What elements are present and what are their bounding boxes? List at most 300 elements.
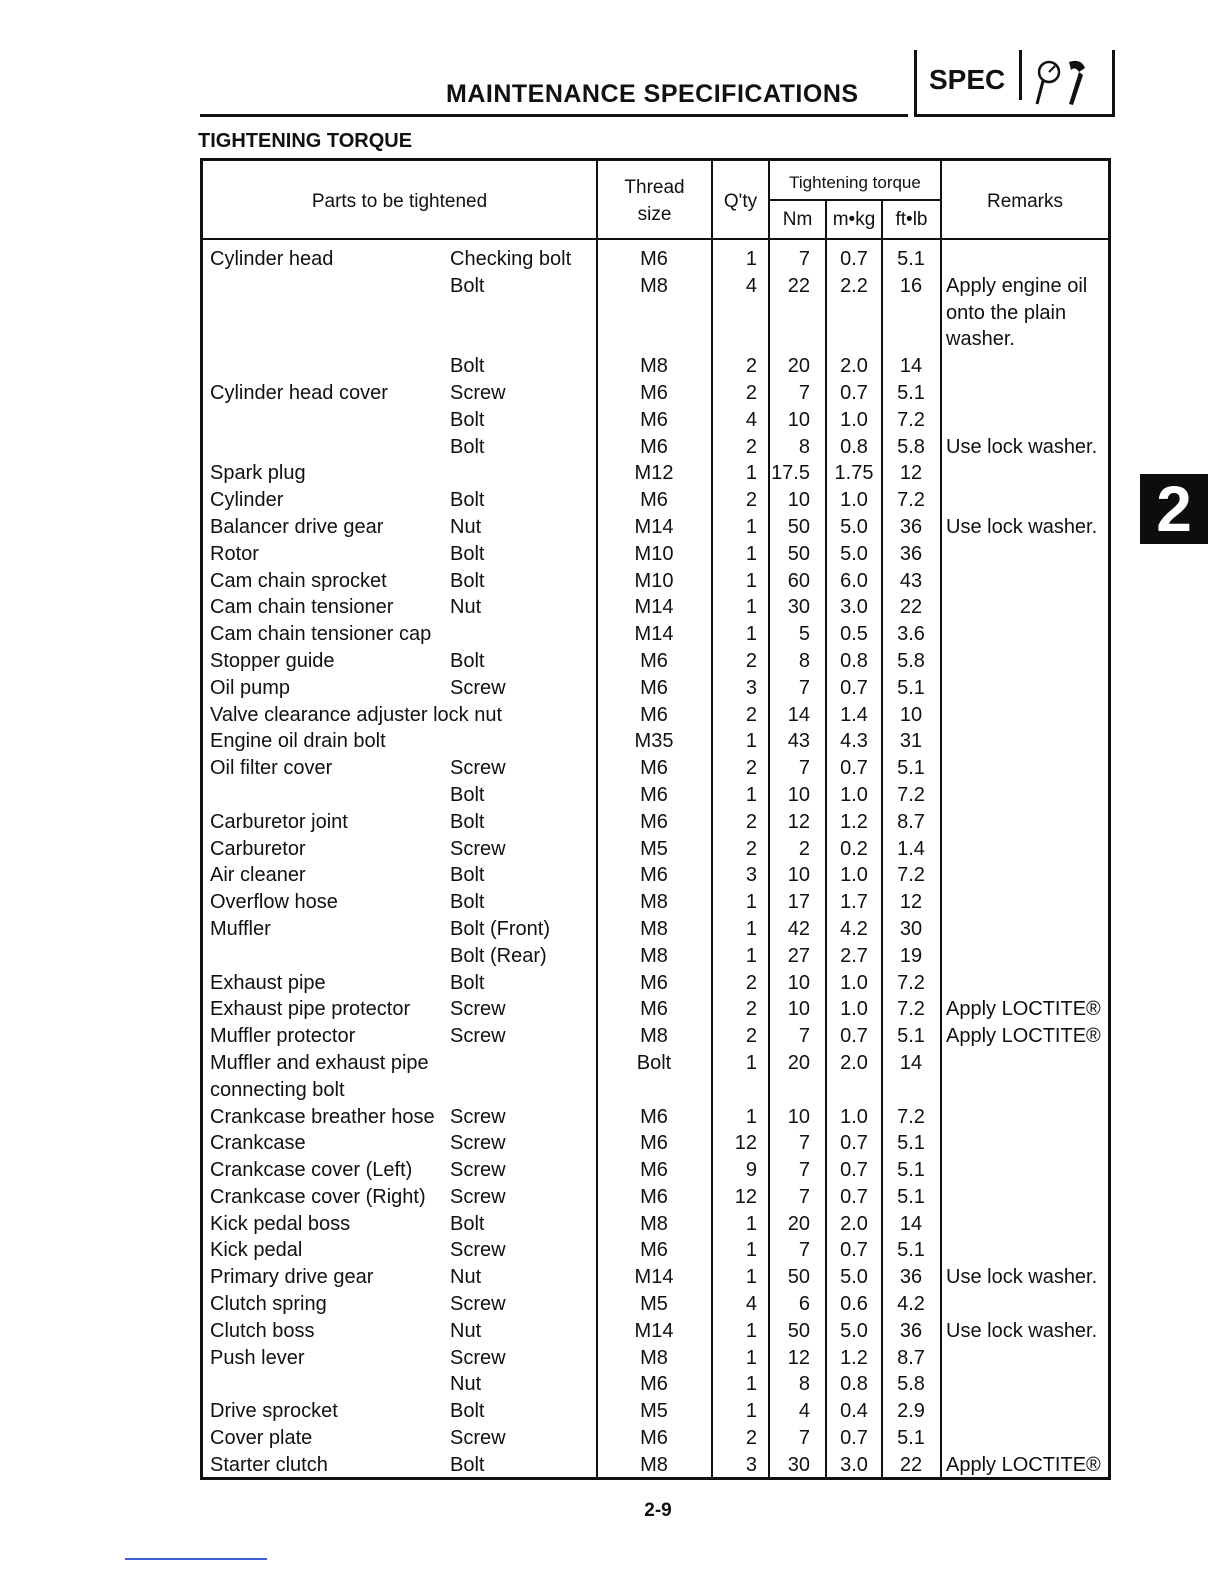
thread-size: M6 <box>640 408 668 431</box>
torque-nm: 22 <box>787 274 810 297</box>
quantity: 1 <box>745 248 757 270</box>
torque-nm: 50 <box>787 515 810 538</box>
torque-subheader-rule <box>770 199 940 201</box>
table-row <box>200 621 1111 648</box>
part-name: Cam chain sprocket <box>210 569 387 592</box>
torque-ftlb: 43 <box>899 569 923 592</box>
torque-nm: 42 <box>787 917 810 940</box>
part-name: Carburetor joint <box>210 810 348 833</box>
chapter-tab: 2 <box>1140 474 1208 544</box>
torque-mkg: 2.2 <box>840 274 868 297</box>
fastener-type: Screw <box>450 998 506 1021</box>
quantity: 1 <box>745 783 757 806</box>
thread-size: M6 <box>640 757 668 780</box>
fastener-type: Bolt (Rear) <box>450 944 547 967</box>
table-row <box>200 380 1111 407</box>
torque-ftlb: 22 <box>899 596 923 619</box>
table-row <box>200 1371 1111 1398</box>
fastener-type: Screw <box>450 1132 506 1155</box>
table-row <box>200 1452 1111 1479</box>
quantity: 1 <box>745 1400 757 1423</box>
quantity: 12 <box>734 1185 757 1208</box>
table-row <box>200 943 1111 970</box>
thread-size: M6 <box>640 248 668 270</box>
fastener-type: Bolt <box>450 408 485 431</box>
table-row <box>200 273 1111 353</box>
torque-mkg: 5.0 <box>840 1319 868 1342</box>
torque-ftlb: 7.2 <box>897 998 925 1021</box>
table-row <box>200 809 1111 836</box>
table-row <box>200 1104 1111 1131</box>
table-row <box>200 836 1111 863</box>
quantity: 4 <box>745 274 757 297</box>
torque-mkg: 0.8 <box>840 435 868 458</box>
quantity: 2 <box>745 1427 757 1450</box>
torque-mkg: 1.0 <box>840 489 868 512</box>
torque-mkg: 1.0 <box>840 408 868 431</box>
table-row <box>200 1023 1111 1050</box>
torque-ftlb: 8.7 <box>897 1346 925 1369</box>
torque-nm: 10 <box>787 998 810 1021</box>
part-name: Oil filter cover <box>210 757 333 780</box>
torque-ftlb: 5.1 <box>897 757 925 780</box>
fastener-type: Bolt <box>450 649 485 672</box>
torque-ftlb: 5.1 <box>897 1427 925 1450</box>
spec-badge <box>914 50 1115 117</box>
torque-mkg: 6.0 <box>840 569 868 592</box>
fastener-type: Screw <box>450 1293 506 1316</box>
torque-ftlb: 1.4 <box>897 837 925 860</box>
torque-nm: 7 <box>798 381 810 404</box>
fastener-type: Checking bolt <box>450 248 572 270</box>
torque-nm: 7 <box>798 757 810 780</box>
table-row <box>200 702 1111 729</box>
table-row <box>200 487 1111 514</box>
quantity: 3 <box>745 1453 757 1476</box>
header-bottom-rule <box>200 238 1111 240</box>
fastener-type: Bolt <box>450 542 485 565</box>
part-name: Cylinder <box>210 489 284 512</box>
quantity: 2 <box>745 971 757 994</box>
torque-nm: 4 <box>798 1400 810 1423</box>
torque-mkg: 1.2 <box>840 810 868 833</box>
table-row <box>200 996 1111 1023</box>
torque-mkg: 0.5 <box>840 623 868 646</box>
table-row <box>200 862 1111 889</box>
thread-size: M8 <box>640 917 668 940</box>
torque-nm: 7 <box>798 1159 810 1182</box>
torque-nm: 5 <box>798 623 810 646</box>
thread-size: M35 <box>634 730 674 753</box>
torque-nm: 7 <box>798 676 810 699</box>
torque-ftlb: 7.2 <box>897 971 925 994</box>
torque-mkg: 5.0 <box>840 542 868 565</box>
gauge-wrench-icon <box>1033 56 1097 108</box>
fastener-type: Screw <box>450 1185 506 1208</box>
thread-size: M6 <box>640 783 668 806</box>
torque-ftlb: 5.1 <box>897 1239 925 1262</box>
torque-nm: 10 <box>787 971 810 994</box>
quantity: 12 <box>734 1132 757 1155</box>
thread-size: M8 <box>640 1453 668 1476</box>
torque-ftlb: 5.8 <box>897 435 925 458</box>
thread-size: M6 <box>640 676 668 699</box>
table-row <box>200 541 1111 568</box>
torque-ftlb: 5.1 <box>897 676 925 699</box>
torque-ftlb: 36 <box>899 542 923 565</box>
quantity: 1 <box>745 1105 757 1128</box>
fastener-type: Screw <box>450 1025 506 1048</box>
part-name: Starter clutch <box>210 1453 328 1476</box>
torque-mkg: 5.0 <box>840 1266 868 1289</box>
table-row <box>200 1291 1111 1318</box>
torque-ftlb: 5.8 <box>897 1373 925 1396</box>
part-name: Push lever <box>210 1346 305 1369</box>
quantity: 2 <box>745 489 757 512</box>
torque-mkg: 2.0 <box>840 355 868 378</box>
fastener-type: Bolt <box>450 355 485 378</box>
fastener-type: Nut <box>450 1266 482 1289</box>
torque-mkg: 2.7 <box>840 944 868 967</box>
torque-mkg: 1.0 <box>840 864 868 887</box>
torque-ftlb: 16 <box>899 274 923 297</box>
table-row <box>200 1050 1111 1104</box>
torque-ftlb: 14 <box>899 1212 923 1235</box>
fastener-type: Screw <box>450 757 506 780</box>
table-row <box>200 1264 1111 1291</box>
torque-nm: 30 <box>787 1453 810 1476</box>
torque-ftlb: 36 <box>899 1319 923 1342</box>
part-name: Oil pump <box>210 676 291 699</box>
torque-mkg: 1.75 <box>834 462 874 485</box>
thread-size: M5 <box>640 1293 668 1316</box>
part-name: Cylinder head cover <box>210 381 388 404</box>
thread-size: M12 <box>634 462 674 485</box>
fastener-type: Bolt <box>450 810 485 833</box>
table-row <box>200 970 1111 997</box>
thread-size: M6 <box>640 435 668 458</box>
thread-size: M8 <box>640 1025 668 1048</box>
remarks: Apply LOCTITE® <box>946 1025 1101 1048</box>
quantity: 2 <box>745 837 757 860</box>
torque-nm: 17.5 <box>771 462 810 485</box>
table-row <box>200 1345 1111 1372</box>
header-parts: Parts to be tightened <box>311 191 488 212</box>
torque-nm: 27 <box>787 944 810 967</box>
torque-ftlb: 30 <box>899 917 923 940</box>
header-thread-line2: size <box>637 204 672 225</box>
fastener-type: Bolt <box>450 435 485 458</box>
remarks: Apply engine oil onto the plain washer. <box>946 274 1088 351</box>
torque-nm: 43 <box>787 730 810 753</box>
quantity: 2 <box>745 810 757 833</box>
quantity: 2 <box>745 381 757 404</box>
torque-nm: 6 <box>798 1293 810 1316</box>
quantity: 1 <box>745 730 757 753</box>
torque-nm: 7 <box>798 1239 810 1262</box>
table-row <box>200 1398 1111 1425</box>
torque-ftlb: 12 <box>899 891 923 914</box>
torque-mkg: 0.4 <box>840 1400 868 1423</box>
quantity: 1 <box>745 1319 757 1342</box>
torque-nm: 7 <box>798 1185 810 1208</box>
torque-ftlb: 36 <box>899 1266 923 1289</box>
torque-ftlb: 5.8 <box>897 649 925 672</box>
part-name: Crankcase cover (Left) <box>210 1159 413 1182</box>
torque-mkg: 3.0 <box>840 1453 868 1476</box>
table-row <box>200 648 1111 675</box>
thread-size: M14 <box>634 623 674 646</box>
fastener-type: Bolt <box>450 489 485 512</box>
part-name: Crankcase breather hose <box>210 1105 435 1128</box>
thread-size: M6 <box>640 971 668 994</box>
thread-size: M14 <box>634 1266 674 1289</box>
fastener-type: Screw <box>450 1427 506 1450</box>
header-qty: Q'ty <box>723 191 758 212</box>
torque-nm: 10 <box>787 864 810 887</box>
spec-label: SPEC <box>929 64 1006 95</box>
torque-ftlb: 3.6 <box>897 623 925 646</box>
thread-size: M6 <box>640 864 668 887</box>
fastener-type: Bolt (Front) <box>450 917 551 940</box>
part-name: Engine oil drain bolt <box>210 730 386 753</box>
table-row <box>200 675 1111 702</box>
fastener-type: Nut <box>450 515 482 538</box>
header-torque: Tightening torque <box>789 173 921 192</box>
torque-nm: 30 <box>787 596 810 619</box>
torque-mkg: 0.7 <box>840 1185 868 1208</box>
fastener-type: Screw <box>450 381 506 404</box>
fastener-type: Bolt <box>450 783 485 806</box>
section-title: TIGHTENING TORQUE <box>198 130 413 152</box>
part-name: Primary drive gear <box>210 1266 374 1289</box>
torque-nm: 7 <box>798 248 810 270</box>
torque-ftlb: 7.2 <box>897 1105 925 1128</box>
table-row <box>200 1157 1111 1184</box>
torque-nm: 20 <box>787 1051 810 1074</box>
torque-ftlb: 5.1 <box>897 248 925 270</box>
torque-nm: 20 <box>787 1212 810 1235</box>
torque-ftlb: 19 <box>899 944 923 967</box>
part-name: Cam chain tensioner cap <box>210 623 432 646</box>
quantity: 1 <box>745 1266 757 1289</box>
torque-nm: 8 <box>798 1373 810 1396</box>
remarks: Apply LOCTITE® <box>946 998 1101 1021</box>
thread-size: M6 <box>640 1185 668 1208</box>
table-row <box>200 1130 1111 1157</box>
torque-nm: 12 <box>787 810 810 833</box>
quantity: 1 <box>745 623 757 646</box>
thread-size: M8 <box>640 1346 668 1369</box>
table-row <box>200 594 1111 621</box>
part-name: Muffler and exhaust pipe connecting bolt <box>210 1051 429 1101</box>
quantity: 4 <box>745 408 757 431</box>
torque-nm: 14 <box>787 703 810 726</box>
quantity: 2 <box>745 649 757 672</box>
header-mkg: m•kg <box>832 209 876 230</box>
torque-nm: 7 <box>798 1132 810 1155</box>
part-name: Cylinder head <box>210 248 334 270</box>
torque-ftlb: 14 <box>899 1051 923 1074</box>
fastener-type: Screw <box>450 676 506 699</box>
table-row <box>200 916 1111 943</box>
torque-nm: 7 <box>798 1025 810 1048</box>
fastener-type: Bolt <box>450 569 485 592</box>
torque-nm: 50 <box>787 1319 810 1342</box>
torque-mkg: 1.0 <box>840 783 868 806</box>
torque-nm: 7 <box>798 1427 810 1450</box>
quantity: 1 <box>745 917 757 940</box>
fastener-type: Bolt <box>450 274 485 297</box>
thread-size: M8 <box>640 1212 668 1235</box>
torque-ftlb: 5.1 <box>897 1159 925 1182</box>
header-remarks: Remarks <box>986 191 1063 212</box>
fastener-type: Bolt <box>450 1453 485 1476</box>
thread-size: M14 <box>634 1319 674 1342</box>
torque-nm: 8 <box>798 435 810 458</box>
quantity: 1 <box>745 542 757 565</box>
table-row <box>200 1237 1111 1264</box>
table-row <box>200 568 1111 595</box>
torque-mkg: 0.7 <box>840 1159 868 1182</box>
page-number: 2-9 <box>644 1500 672 1521</box>
torque-ftlb: 12 <box>899 462 923 485</box>
torque-mkg: 0.7 <box>840 1025 868 1048</box>
torque-nm: 17 <box>787 891 810 914</box>
header-nm: Nm <box>782 209 813 230</box>
quantity: 3 <box>745 676 757 699</box>
torque-mkg: 1.0 <box>840 998 868 1021</box>
thread-size: M10 <box>634 542 674 565</box>
spec-divider <box>1019 50 1022 100</box>
torque-mkg: 0.7 <box>840 1132 868 1155</box>
thread-size: M6 <box>640 1373 668 1396</box>
torque-mkg: 5.0 <box>840 515 868 538</box>
header-thread-line1: Thread <box>624 177 685 198</box>
torque-nm: 10 <box>787 783 810 806</box>
quantity: 1 <box>745 596 757 619</box>
part-name: Stopper guide <box>210 649 335 672</box>
fastener-type: Screw <box>450 1239 506 1262</box>
fastener-type: Nut <box>450 1319 482 1342</box>
torque-ftlb: 5.1 <box>897 381 925 404</box>
torque-mkg: 0.7 <box>840 248 868 270</box>
quantity: 1 <box>745 944 757 967</box>
torque-mkg: 0.6 <box>840 1293 868 1316</box>
quantity: 3 <box>745 864 757 887</box>
part-name: Air cleaner <box>210 864 306 887</box>
quantity: 1 <box>745 1346 757 1369</box>
table-row <box>200 434 1111 461</box>
torque-mkg: 1.4 <box>840 703 868 726</box>
thread-size: M10 <box>634 569 674 592</box>
torque-nm: 10 <box>787 489 810 512</box>
torque-mkg: 0.7 <box>840 757 868 780</box>
torque-nm: 8 <box>798 649 810 672</box>
remarks: Use lock washer. <box>946 1266 1098 1289</box>
torque-mkg: 1.0 <box>840 971 868 994</box>
part-name: Overflow hose <box>210 891 338 914</box>
torque-nm: 60 <box>787 569 810 592</box>
part-name: Muffler protector <box>210 1025 356 1048</box>
torque-ftlb: 4.2 <box>897 1293 925 1316</box>
fastener-type: Screw <box>450 1105 506 1128</box>
part-name: Clutch boss <box>210 1319 315 1342</box>
quantity: 2 <box>745 757 757 780</box>
torque-ftlb: 5.1 <box>897 1025 925 1048</box>
part-name: Crankcase <box>210 1132 306 1155</box>
torque-nm: 10 <box>787 1105 810 1128</box>
table-row <box>200 782 1111 809</box>
torque-mkg: 4.2 <box>840 917 868 940</box>
thread-size: M8 <box>640 944 668 967</box>
torque-nm: 20 <box>787 355 810 378</box>
torque-nm: 12 <box>787 1346 810 1369</box>
table-row <box>200 407 1111 434</box>
remarks: Use lock washer. <box>946 435 1098 458</box>
table-row <box>200 246 1111 273</box>
thread-size: M6 <box>640 1239 668 1262</box>
thread-size: M6 <box>640 998 668 1021</box>
part-name: Kick pedal <box>210 1239 303 1262</box>
torque-nm: 50 <box>787 542 810 565</box>
torque-ftlb: 22 <box>899 1453 923 1476</box>
torque-nm: 2 <box>798 837 810 860</box>
table-row <box>200 1211 1111 1238</box>
table-body <box>200 246 1111 1479</box>
torque-mkg: 0.7 <box>840 1427 868 1450</box>
remarks: Use lock washer. <box>946 1319 1098 1342</box>
thread-size: M6 <box>640 703 668 726</box>
part-name: Clutch spring <box>210 1293 327 1316</box>
fastener-type: Bolt <box>450 891 485 914</box>
quantity: 2 <box>745 998 757 1021</box>
torque-ftlb: 7.2 <box>897 864 925 887</box>
part-name: Carburetor <box>210 837 306 860</box>
torque-mkg: 0.7 <box>840 676 868 699</box>
quantity: 1 <box>745 891 757 914</box>
torque-ftlb: 7.2 <box>897 408 925 431</box>
quantity: 1 <box>745 1239 757 1262</box>
header-ftlb: ft•lb <box>895 209 928 230</box>
table-row <box>200 1318 1111 1345</box>
part-name: Drive sprocket <box>210 1400 338 1423</box>
torque-mkg: 0.8 <box>840 1373 868 1396</box>
table-row <box>200 889 1111 916</box>
thread-size: M6 <box>640 649 668 672</box>
thread-size: M8 <box>640 891 668 914</box>
thread-size: M8 <box>640 274 668 297</box>
table-row <box>200 514 1111 541</box>
thread-size: M6 <box>640 1132 668 1155</box>
fastener-type: Nut <box>450 1373 482 1396</box>
torque-mkg: 1.7 <box>840 891 868 914</box>
torque-nm: 10 <box>787 408 810 431</box>
thread-size: M8 <box>640 355 668 378</box>
torque-mkg: 2.0 <box>840 1212 868 1235</box>
thread-size: M14 <box>634 515 674 538</box>
quantity: 2 <box>745 355 757 378</box>
part-name: Kick pedal boss <box>210 1212 351 1235</box>
remarks: Apply LOCTITE® <box>946 1453 1101 1476</box>
part-name: Exhaust pipe <box>210 971 326 994</box>
quantity: 9 <box>745 1159 757 1182</box>
torque-ftlb: 10 <box>899 703 923 726</box>
torque-mkg: 1.2 <box>840 1346 868 1369</box>
quantity: 1 <box>745 569 757 592</box>
part-name: Muffler <box>210 917 271 940</box>
thread-size: M6 <box>640 381 668 404</box>
